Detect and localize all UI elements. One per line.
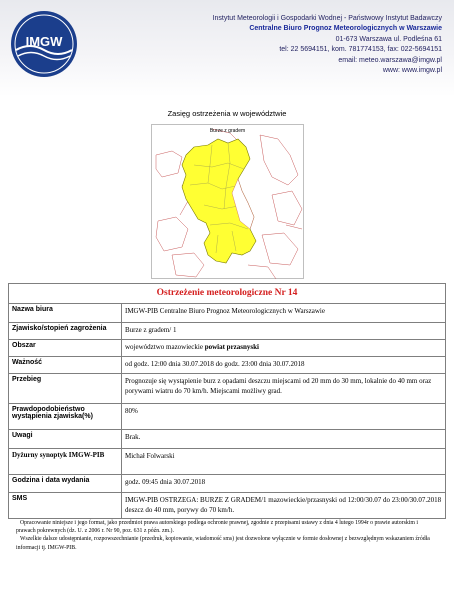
value-obszar: [122, 340, 446, 357]
label-zjawisko: Zjawisko/stopień zagrożenia: [9, 323, 122, 340]
map-subtitle: Burze z gradem: [209, 128, 246, 134]
label-biuro: Nazwa biura: [9, 304, 122, 323]
label-synoptyk: Dyżurny synoptyk IMGW-PIB: [9, 449, 122, 475]
address: 01-673 Warszawa ul. Podleśna 61: [335, 35, 442, 43]
value-przebieg: Prognozuje się wystąpienie burz z opadami deszczu miejscami od 20 mm do 30 mm, lokalnie do 40 mm oraz porywami wiatru do 70 km/h. Miejscami możliwy grad.: [122, 374, 446, 404]
label-sms: SMS: [9, 493, 122, 519]
value-synoptyk: Michał Folwarski: [122, 449, 446, 475]
website: www: www.imgw.pl: [382, 67, 442, 75]
copyright-note: [16, 519, 438, 552]
logo-text: IMGW: [25, 34, 63, 49]
copyright-paragraph-1: Opracowanie niniejsze i jego format, jako przedmiot prawa autorskiego podlega ochronie prawnej, zgodnie z przepisami ustawy z dnia 4 lutego 1994r o prawie autorskim i prawach pokrewnych (dz. U. z 2006 r. Nr 90, poz. 631 z późn. zm.).: [16, 520, 418, 535]
value-godzina: godz. 09:45 dnia 30.07.2018: [122, 475, 446, 493]
value-uwagi: Brak.: [122, 430, 446, 449]
obszar-powiat: powiat przasnyski: [204, 343, 259, 351]
value-sms: IMGW-PIB OSTRZEGA: BURZE Z GRADEM/1 mazowieckie/przasnyski od 12:00/30.07 do 23:00/30.07.2018 deszcz do 40 mm, porywy do 70 km/h.: [122, 493, 446, 519]
label-waznosc: Ważność: [9, 357, 122, 374]
organization-info: [213, 14, 442, 76]
label-obszar: Obszar: [9, 340, 122, 357]
imgw-logo: [10, 10, 78, 78]
label-przebieg: Przebieg: [9, 374, 122, 404]
warning-table: [8, 283, 446, 519]
label-prawdopodobienstwo: Prawdopodobieństwo wystąpienia zjawiska(%): [9, 404, 122, 430]
label-godzina: Godzina i data wydania: [9, 475, 122, 493]
email: email: meteo.warszawa@imgw.pl: [338, 56, 442, 64]
warning-map: [151, 124, 304, 279]
voivodeship-map: [152, 125, 305, 280]
copyright-paragraph-2: Wszelkie dalsze udostępnianie, rozpowszechnianie (przedruk, kopiowanie, wiadomość sms) jest dozwolone wyłącznie w formie dosłownej z bezwzględnym wskazaniem źródła informacji tj. IMGW-PIB.: [16, 536, 430, 551]
value-prawdopodobienstwo: 80%: [122, 404, 446, 430]
value-biuro: IMGW-PIB Centralne Biuro Prognoz Meteorologicznych w Warszawie: [122, 304, 446, 323]
office-name: Centralne Biuro Prognoz Meteorologicznych w Warszawie: [249, 25, 442, 33]
warning-title: Ostrzeżenie meteorologiczne Nr 14: [9, 284, 446, 304]
value-waznosc: od godz. 12:00 dnia 30.07.2018 do godz. 23:00 dnia 30.07.2018: [122, 357, 446, 374]
obszar-prefix: województwo mazowieckie: [125, 343, 205, 351]
phone: tel: 22 5694151, kom. 781774153, fax: 022-5694151: [279, 46, 442, 54]
label-uwagi: Uwagi: [9, 430, 122, 449]
value-zjawisko: Burze z gradem/ 1: [122, 323, 446, 340]
map-title: Zasięg ostrzeżenia w województwie: [167, 109, 287, 118]
org-name: Instytut Meteorologii i Gospodarki Wodnej - Państwowy Instytut Badawczy: [212, 15, 442, 22]
